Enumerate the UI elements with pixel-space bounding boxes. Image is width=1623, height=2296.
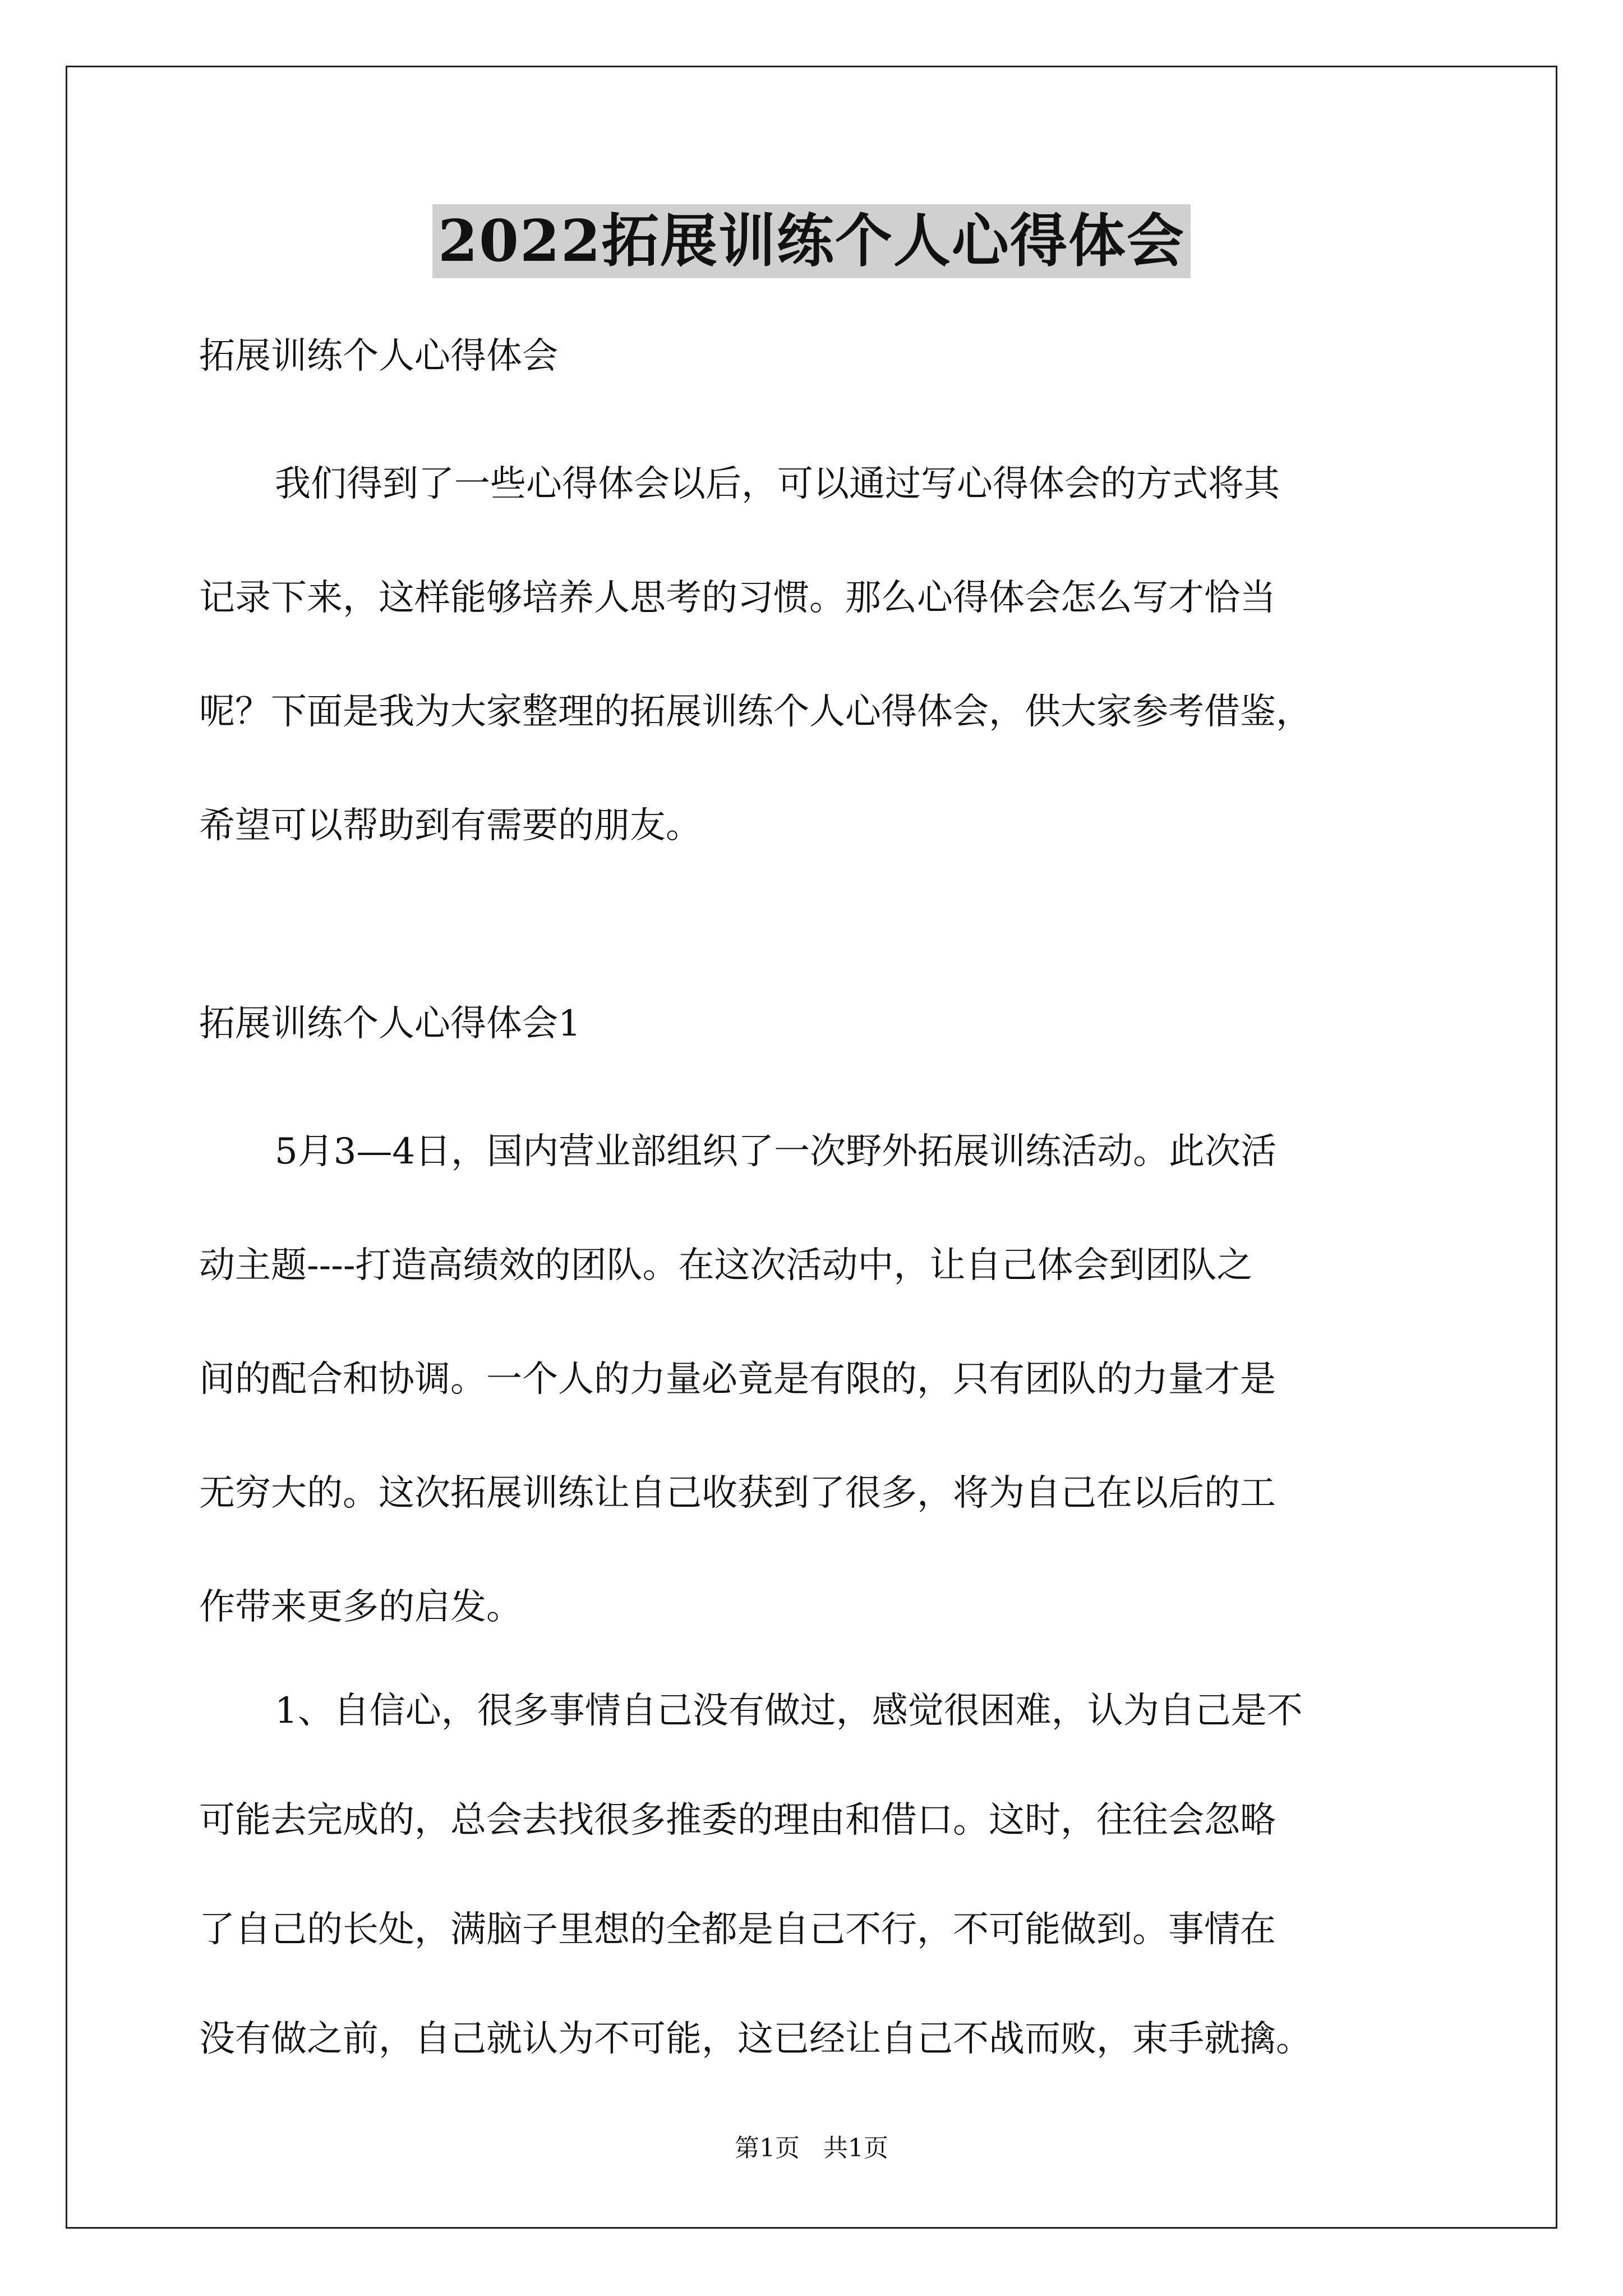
- document-title-text: 2022拓展训练个人心得体会: [432, 204, 1191, 278]
- page-number: 第1页: [735, 2134, 800, 2162]
- paragraph-line: 记录下来，这样能够培养人思考的习惯。那么心得体会怎么写才恰当: [199, 577, 1276, 619]
- paragraph-line: 可能去完成的，总会去找很多推委的理由和借口。这时，往往会忽略: [199, 1800, 1276, 1841]
- paragraph-line: 我们得到了一些心得体会以后，可以通过写心得体会的方式将其: [275, 463, 1280, 505]
- document-title: [0, 202, 1623, 280]
- paragraph-line: 动主题----打造高绩效的团队。在这次活动中，让自己体会到团队之: [199, 1245, 1253, 1286]
- paragraph-line: 无穷大的。这次拓展训练让自己收获到了很多，将为自己在以后的工: [199, 1473, 1276, 1514]
- subtitle-line: 拓展训练个人心得体会: [199, 335, 558, 377]
- paragraph-line: 希望可以帮助到有需要的朋友。: [199, 805, 702, 846]
- paragraph-line: 了自己的长处，满脑子里想的全都是自己不行，不可能做到。事情在: [199, 1909, 1276, 1950]
- paragraph-line: 间的配合和协调。一个人的力量必竟是有限的，只有团队的力量才是: [199, 1359, 1276, 1400]
- paragraph-line: 作带来更多的启发。: [199, 1586, 522, 1628]
- paragraph-line: 呢？下面是我为大家整理的拓展训练个人心得体会，供大家参考借鉴，: [199, 691, 1312, 733]
- paragraph-line: 没有做之前，自己就认为不可能，这已经让自己不战而败，束手就擒。: [199, 2018, 1312, 2060]
- paragraph-line: 1、自信心，很多事情自己没有做过，感觉很困难，认为自己是不: [275, 1690, 1303, 1732]
- page-footer: [0, 2132, 1623, 2165]
- paragraph-line: 5月3—4日，国内营业部组织了一次野外拓展训练活动。此次活: [275, 1131, 1277, 1172]
- page-total: 共1页: [823, 2134, 888, 2162]
- section-heading: 拓展训练个人心得体会1: [199, 1003, 581, 1045]
